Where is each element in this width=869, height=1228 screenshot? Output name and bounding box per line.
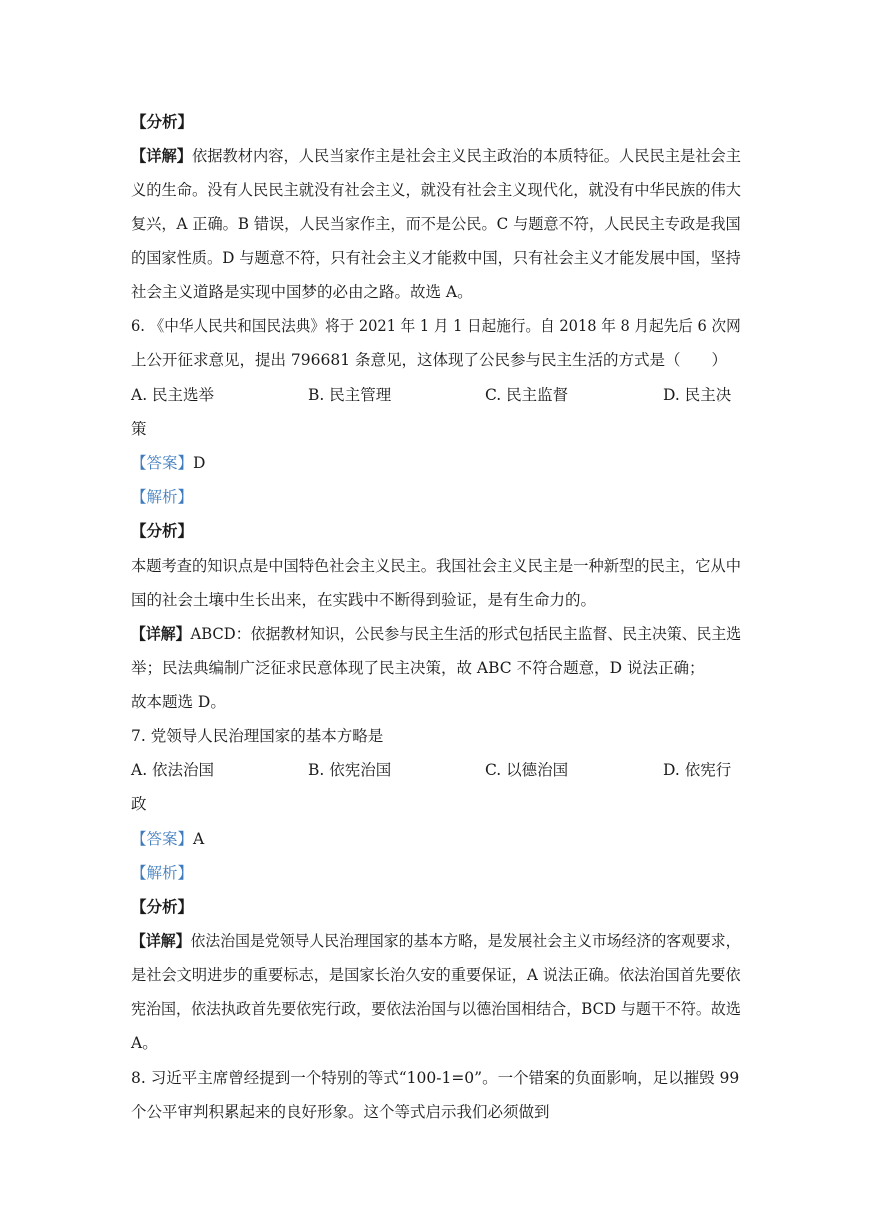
q6-analysis-line-1: 本题考查的知识点是中国特色社会主义民主。我国社会主义民主是一种新型的民主，它从中 (131, 557, 742, 575)
q7-option-d: D. 依宪行 (663, 761, 732, 779)
q6-answer-label: 【答案】 (131, 454, 194, 472)
q7-analysis-label: 【分析】 (131, 897, 194, 916)
q5-detail-label: 【详解】 (131, 146, 193, 165)
q6-answer (131, 453, 205, 473)
q6-option-a: A. 民主选举 (131, 386, 215, 404)
q6-option-c: C. 民主监督 (485, 386, 569, 404)
q7-answer (131, 829, 204, 849)
q7-stem: 7. 党领导人民治理国家的基本方略是 (131, 727, 384, 745)
q7-option-wrap: 政 (131, 795, 147, 813)
q6-answer-value: D (193, 454, 206, 472)
q5-detail-line-3: 复兴，A 正确。B 错误，人民当家作主，而不是公民。C 与题意不符，人民民主专政是我国 (131, 215, 741, 233)
q7-answer-value: A (193, 830, 205, 848)
q7-option-a: A. 依法治国 (131, 761, 215, 779)
q5-detail-line-4: 的国家性质。D 与题意不符，只有社会主义才能救中国，只有社会主义才能发展中国，坚持 (131, 249, 741, 267)
q6-detail-line-2: 举；民法典编制广泛征求民意体现了民主决策，故 ABC 不符合题意，D 说法正确； (131, 659, 705, 677)
q8-stem-line-1: 8. 习近平主席曾经提到一个特别的等式“100-1=0”。一个错案的负面影响，足以摧毁 99 (131, 1069, 740, 1087)
q6-analysis-line-2: 国的社会土壤中生长出来，在实践中不断得到验证，是有生命力的。 (131, 591, 597, 609)
q6-stem-line-1: 6. 《中华人民共和国民法典》将于 2021 年 1 月 1 日起施行。自 2018 年 8 月起先后 6 次网 (131, 317, 741, 335)
q6-option-wrap: 策 (131, 420, 147, 438)
q5-detail-line-1: 【详解】依据教材内容，人民当家作主是社会主义民主政治的本质特征。人民民主是社会主 (131, 146, 742, 165)
q7-detail-line-1: 【详解】依法治国是党领导人民治理国家的基本方略，是发展社会主义市场经济的客观要求， (131, 931, 741, 950)
q6-detail-label: 【详解】 (131, 624, 191, 643)
q7-detail-line-4: A。 (131, 1034, 158, 1052)
q7-explain-label: 【解析】 (131, 864, 194, 882)
q7-answer-label: 【答案】 (131, 830, 194, 848)
q7-detail-line-3: 宪治国，依法执政首先要依宪行政，要依法治国与以德治国相结合，BCD 与题干不符。故选 (131, 1000, 741, 1018)
q7-detail-label: 【详解】 (131, 931, 191, 950)
q6-detail-line-3: 故本题选 D。 (131, 693, 226, 711)
q7-option-c: C. 以德治国 (485, 761, 569, 779)
q5-detail-line-2: 义的生命。没有人民民主就没有社会主义，就没有社会主义现代化，就没有中华民族的伟大 (131, 181, 742, 199)
q7-detail-line-2: 是社会文明进步的重要标志，是国家长治久安的重要保证，A 说法正确。依法治国首先要依 (131, 966, 741, 984)
q6-explain-label: 【解析】 (131, 488, 194, 506)
q6-option-d: D. 民主决 (663, 386, 732, 404)
q8-stem-line-2: 个公平审判积累起来的良好形象。这个等式启示我们必须做到 (131, 1103, 550, 1121)
q5-detail-line-5: 社会主义道路是实现中国梦的必由之路。故选 A。 (131, 283, 473, 301)
q5-analysis-label: 【分析】 (131, 112, 194, 131)
q6-stem-line-2: 上公开征求意见，提出 796681 条意见，这体现了公民参与民主生活的方式是（ ） (131, 351, 728, 369)
q6-detail-line-1: 【详解】ABCD：依据教材知识，公民参与民主生活的形式包括民主监督、民主决策、民主选 (131, 624, 742, 643)
q6-analysis-label: 【分析】 (131, 521, 194, 540)
q6-option-b: B. 民主管理 (308, 386, 392, 404)
q7-option-b: B. 依宪治国 (308, 761, 392, 779)
